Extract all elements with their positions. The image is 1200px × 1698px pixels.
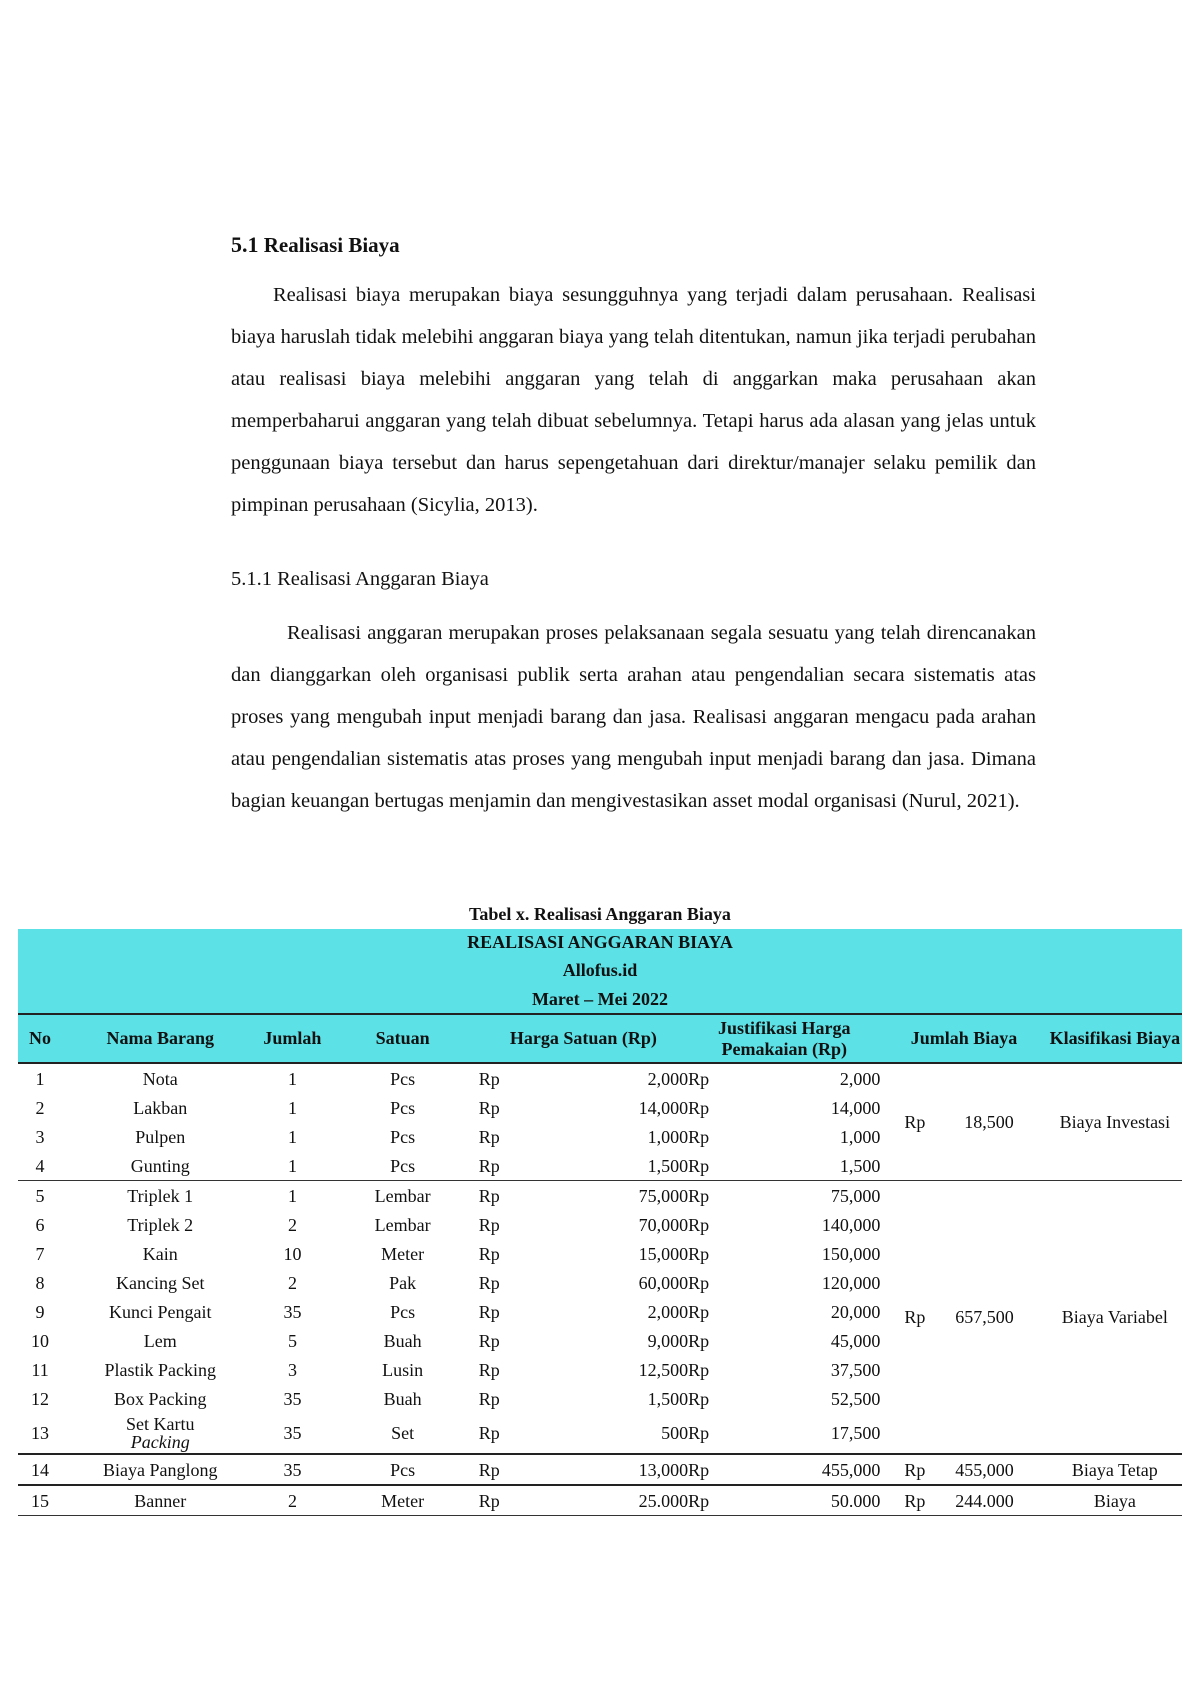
table-row: 4 Gunting 1 Pcs Rp 1,500 Rp 1,500 <box>35 1155 881 1176</box>
table-row: 8 Kancing Set 2 Pak Rp 60,000 Rp 120,000 <box>35 1272 881 1293</box>
paragraph-realisasi-anggaran: Realisasi anggaran merupakan proses pelaksanaan segala sesuatu yang telah direncanakan dan dianggarkan oleh organisasi publik serta arahan atau pengendalian secara sistematis atas proses yang mengubah input menjadi barang dan jasa. Realisasi anggaran mengacu pada arahan atau pengendalian sistematis atas proses yang mengubah input menjadi barang dan jasa. Dimana bagian keuangan bertugas menjamin dan mengivestasikan asset modal organisasi (Nurul, 2021). <box>231 622 1036 812</box>
table-row: 2 Lakban 1 Pcs Rp 14,000 Rp 14,000 <box>35 1097 881 1118</box>
table-title: REALISASI ANGGARAN BIAYA <box>18 929 1182 956</box>
paragraph-realisasi-biaya: Realisasi biaya merupakan biaya sesungguhnya yang terjadi dalam perusahaan. Realisasi biaya haruslah tidak melebihi anggaran biaya yang telah ditentukan, namun jika terjadi perubahan atau realisasi biaya melebihi anggaran yang telah di anggarkan maka perusahaan akan memperbaharui anggaran yang telah dibuat sebelumnya. Tetapi harus ada alasan yang jelas untuk penggunaan biaya tersebut dan harus sepengetahuan dari direktur/manajer selaku pemilik dan pimpinan perusahaan (Sicylia, 2013). <box>231 284 1036 516</box>
section-heading <box>231 232 400 258</box>
table-row: 10 Lem 5 Buah Rp 9,000 Rp 45,000 <box>31 1330 881 1351</box>
subsection-heading: 5.1.1 Realisasi Anggaran Biaya <box>231 568 489 590</box>
header-satuan: Satuan <box>327 1014 479 1063</box>
sum-tetap: Rp 455,000 <box>880 1454 1047 1485</box>
budget-realization-table <box>18 929 1182 1516</box>
table-row: 1 Nota 1 Pcs Rp 2,000 Rp 2,000 Rp 18,500 Biaya Investasi <box>18 1063 1182 1093</box>
sum-last: Rp 244.000 <box>880 1485 1047 1516</box>
table-row: 13 Set Kartu Packing 35 Set Rp 500 Rp 17,500 <box>31 1414 881 1452</box>
sum-investasi: Rp 18,500 <box>904 1112 1014 1132</box>
header-klasifikasi: Klasifikasi Biaya <box>1048 1014 1182 1063</box>
class-investasi: Biaya Investasi <box>1059 1112 1171 1132</box>
table-row: 9 Kunci Pengait 35 Pcs Rp 2,000 Rp 20,000 <box>35 1301 881 1322</box>
header-justifikasi: Justifikasi Harga Pemakaian (Rp) <box>688 1014 880 1063</box>
table-row: 7 Kain 10 Meter Rp 15,000 Rp 150,000 <box>35 1243 881 1264</box>
section-number: 5.1 <box>231 232 259 257</box>
table-row: 15 Banner 2 Meter Rp 25.000 Rp 50.000 Rp 244.000 Biaya <box>18 1485 1182 1516</box>
table-row: 3 Pulpen 1 Pcs Rp 1,000 Rp 1,000 <box>35 1126 881 1147</box>
table-caption: Tabel x. Realisasi Anggaran Biaya <box>469 904 731 924</box>
section-title: Realisasi Biaya <box>263 233 400 257</box>
header-jumlah-biaya: Jumlah Biaya <box>880 1014 1047 1063</box>
table-row: 5 Triplek 1 1 Lembar Rp 75,000 Rp 75,000 Rp 657,500 Biaya Variabel <box>18 1181 1182 1211</box>
table-row: 11 Plastik Packing 3 Lusin Rp 12,500 Rp 37,500 <box>31 1359 881 1380</box>
class-tetap: Biaya Tetap <box>1048 1454 1182 1485</box>
header-no: No <box>18 1014 62 1063</box>
class-variabel: Biaya Variabel <box>1048 1181 1182 1455</box>
item-name-set-kartu: Set Kartu Packing <box>125 1414 195 1452</box>
header-nama-barang: Nama Barang <box>62 1014 258 1063</box>
class-last: Biaya <box>1048 1485 1182 1516</box>
table-period: Maret – Mei 2022 <box>18 985 1182 1014</box>
header-jumlah: Jumlah <box>258 1014 326 1063</box>
table-row: 12 Box Packing 35 Buah Rp 1,500 Rp 52,500 <box>31 1388 881 1409</box>
table-company: Allofus.id <box>18 956 1182 985</box>
table-row: 14 Biaya Panglong 35 Pcs Rp 13,000 Rp 455,000 Rp 455,000 Biaya Tetap <box>18 1454 1182 1485</box>
table-row: 6 Triplek 2 2 Lembar Rp 70,000 Rp 140,000 <box>35 1214 881 1235</box>
sum-variabel: Rp 657,500 <box>880 1181 1047 1455</box>
header-harga-satuan: Harga Satuan (Rp) <box>479 1014 688 1063</box>
